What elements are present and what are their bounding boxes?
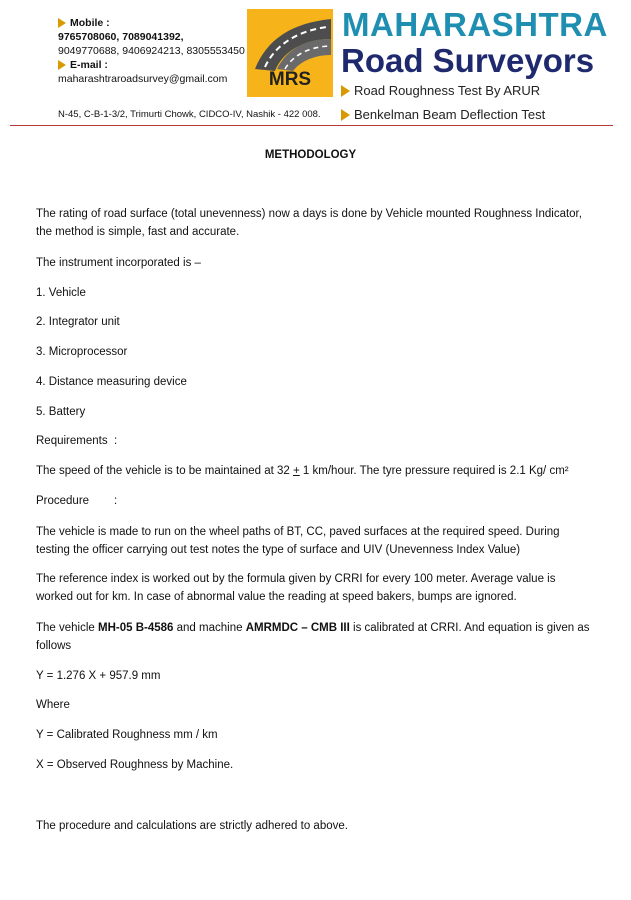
plus-minus-sign: + (293, 465, 300, 477)
tagline-roughness-text: Road Roughness Test By ARUR (354, 83, 541, 98)
list-item: 2. Integrator unit (36, 316, 120, 328)
arrow-bullet-icon (341, 109, 350, 121)
vehicle-number: MH-05 B-4586 (98, 622, 174, 634)
mobile-numbers-1: 9765708060, 7089041392, (58, 31, 184, 43)
procedure-heading (36, 493, 592, 511)
requirements-label: Requirements (36, 435, 108, 447)
requirements-colon: : (114, 435, 118, 447)
logo-text: MRS (268, 69, 312, 90)
procedure-paragraph-2: The reference index is worked out by the formula given by CRRI for every 100 meter. Average value is worked out for km. In case of abnormal value the reading at speed bakers, bumps are ignored. (36, 573, 556, 603)
address: N-45, C-B-1-3/2, Trimurti Chowk, CIDCO-IV, Nashik - 422 008. (58, 109, 321, 120)
arrow-bullet-icon (58, 60, 66, 70)
calib-text-a: The vehicle (36, 622, 99, 634)
x-definition: X = Observed Roughness by Machine. (36, 759, 234, 771)
header-divider (10, 125, 613, 126)
calib-text-b: and machine (173, 622, 246, 634)
road-logo-icon (247, 9, 333, 97)
procedure-label: Procedure (36, 495, 90, 507)
arrow-bullet-icon (58, 18, 66, 28)
mobile-label-row (58, 16, 248, 30)
tagline-roughness (341, 83, 540, 98)
tagline-deflection (341, 107, 545, 122)
list-item: 4. Distance measuring device (36, 376, 187, 388)
page-title: METHODOLOGY (264, 149, 357, 161)
email-label-row (58, 58, 248, 72)
list-item: 1. Vehicle (36, 287, 86, 299)
requirements-text-a: The speed of the vehicle is to be maintained at 32 (36, 465, 290, 477)
calibration-paragraph (36, 620, 592, 655)
brand-name-line1: MAHARASHTRA (342, 6, 608, 43)
list-item: 3. Microprocessor (36, 346, 128, 358)
email-label: E-mail : (70, 59, 108, 71)
procedure-paragraph-1: The vehicle is made to run on the wheel paths of BT, CC, paved surfaces at the required speed. During testing the officer carrying out test notes the type of surface and UIV (Unevenness Index Value) (36, 526, 560, 556)
mobile-numbers-2: 9049770688, 9406924213, 8305553450 (58, 45, 245, 57)
requirements-text (36, 463, 592, 481)
letterhead (0, 0, 631, 130)
mobile-label: Mobile : (70, 17, 110, 29)
brand-name-line2: Road Surveyors (341, 42, 595, 79)
machine-name: AMRMDC – CMB III (245, 622, 350, 634)
y-definition: Y = Calibrated Roughness mm / km (36, 729, 218, 741)
list-item: 5. Battery (36, 406, 86, 418)
closing-statement: The procedure and calculations are strictly adhered to above. (36, 820, 348, 832)
procedure-colon: : (114, 495, 118, 507)
instrument-line: The instrument incorporated is – (36, 257, 201, 269)
where-label: Where (36, 699, 70, 711)
intro-paragraph: The rating of road surface (total unevenness) now a days is done by Vehicle mounted Roughness Indicator, the method is simple, fast and accurate. (36, 208, 582, 238)
requirements-text-b: 1 km/hour. The tyre pressure required is 2.1 Kg/ cm² (299, 465, 569, 477)
email-address: maharashtraroadsurvey@gmail.com (58, 73, 228, 85)
arrow-bullet-icon (341, 85, 350, 97)
requirements-heading (36, 433, 592, 451)
tagline-deflection-text: Benkelman Beam Deflection Test (354, 107, 546, 122)
contact-block (58, 16, 248, 86)
calib-text-c: is calibrated at CRRI. And equation is given as follows (36, 622, 590, 652)
equation: Y = 1.276 X + 957.9 mm (36, 670, 161, 682)
